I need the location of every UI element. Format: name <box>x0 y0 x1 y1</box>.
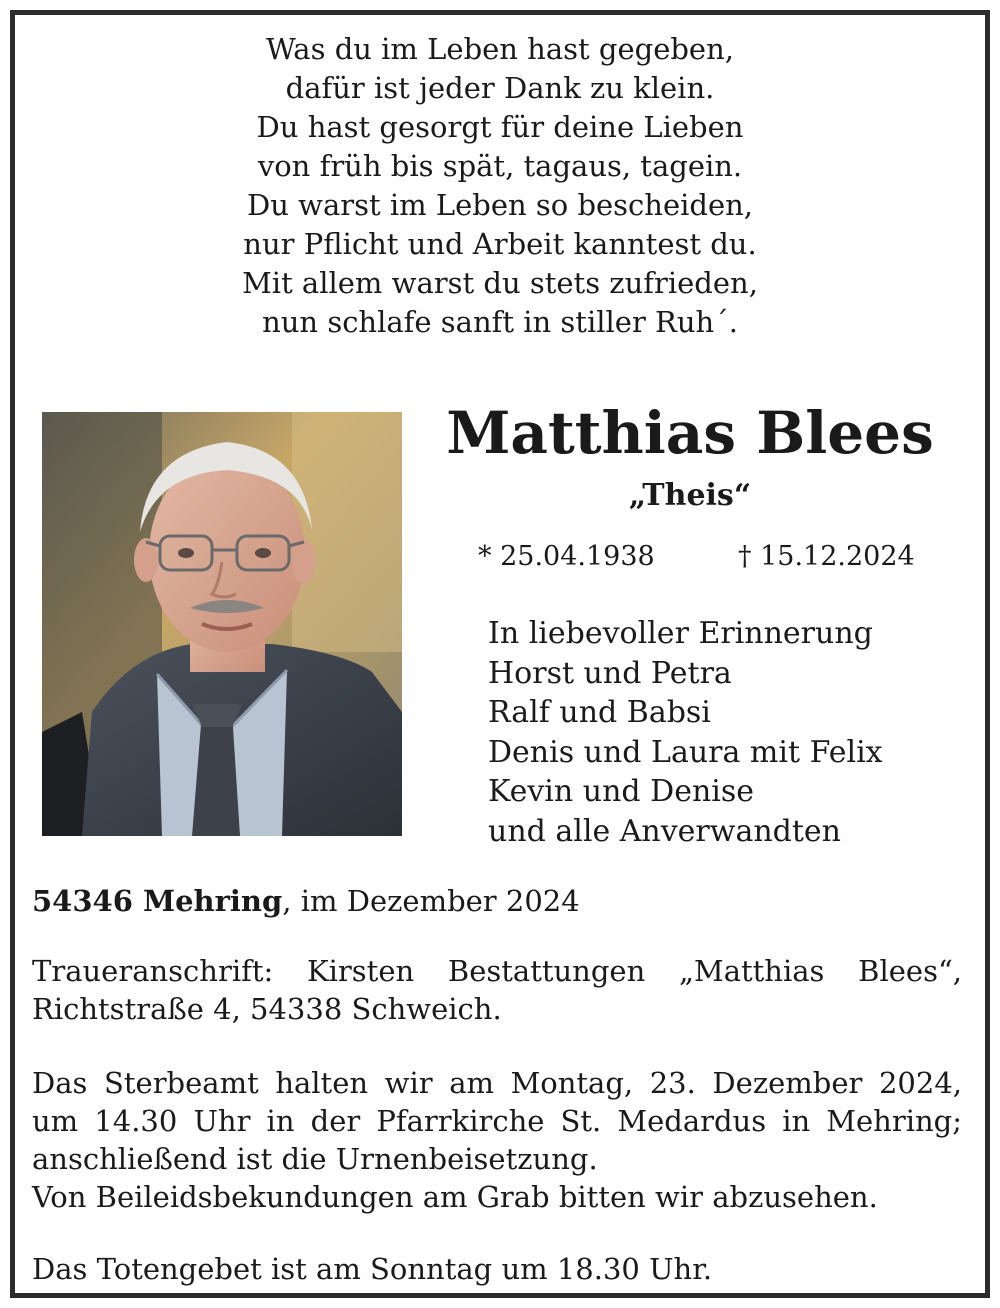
poem-line: dafür ist jeder Dank zu klein. <box>285 71 715 105</box>
address-line: Traueranschrift: Kirsten Bestattungen „Matthias Blees“, <box>32 954 962 988</box>
deceased-nickname: „Theis“ <box>628 478 752 513</box>
poem-line: Mit allem warst du stets zufrieden, <box>242 266 758 300</box>
prayer-info <box>32 1250 962 1288</box>
place-date-line <box>32 882 580 920</box>
poem-line: Du hast gesorgt für deine Lieben <box>256 110 744 144</box>
mourner-line: und alle Anverwandten <box>488 813 841 849</box>
mourner-line: In liebevoller Erinnerung <box>488 616 873 651</box>
poem-line: Was du im Leben hast gegeben, <box>266 32 734 66</box>
poem <box>0 30 1000 342</box>
service-line: Das Sterbeamt halten wir am Montag, 23. Dezember 2024, <box>32 1066 962 1100</box>
deceased-name: Matthias Blees <box>446 399 934 467</box>
mourner-line: Ralf und Babsi <box>488 695 711 730</box>
poem-line: von früh bis spät, tagaus, tagein. <box>257 149 743 183</box>
prayer-line: Das Totengebet ist am Sonntag um 18.30 Uhr. <box>32 1252 713 1286</box>
portrait-illustration <box>42 412 402 836</box>
mourners-list <box>488 614 883 851</box>
mourner-line: Horst und Petra <box>488 655 732 691</box>
service-line: Von Beileidsbekundungen am Grab bitten wir abzusehen. <box>32 1180 878 1214</box>
address-line: Richtstraße 4, 54338 Schweich. <box>32 992 502 1026</box>
service-info <box>32 1064 962 1216</box>
poem-line: nun schlafe sanft in stiller Ruh´. <box>262 305 738 339</box>
mourner-line: Denis und Laura mit Felix <box>488 734 883 770</box>
poem-line: nur Pflicht und Arbeit kanntest du. <box>243 227 757 261</box>
death-date: † 15.12.2024 <box>738 541 915 572</box>
service-line: um 14.30 Uhr in der Pfarrkirche St. Medardus in Mehring; <box>32 1104 962 1138</box>
service-line: anschließend ist die Urnenbeisetzung. <box>32 1142 598 1176</box>
poem-line: Du warst im Leben so bescheiden, <box>246 188 754 222</box>
place-location: 54346 Mehring <box>32 884 283 918</box>
mourner-line: Kevin und Denise <box>488 774 755 809</box>
birth-date: * 25.04.1938 <box>478 541 655 572</box>
portrait-photo <box>42 412 402 836</box>
place-date: , im Dezember 2024 <box>282 884 580 918</box>
mourning-address <box>32 952 962 1028</box>
